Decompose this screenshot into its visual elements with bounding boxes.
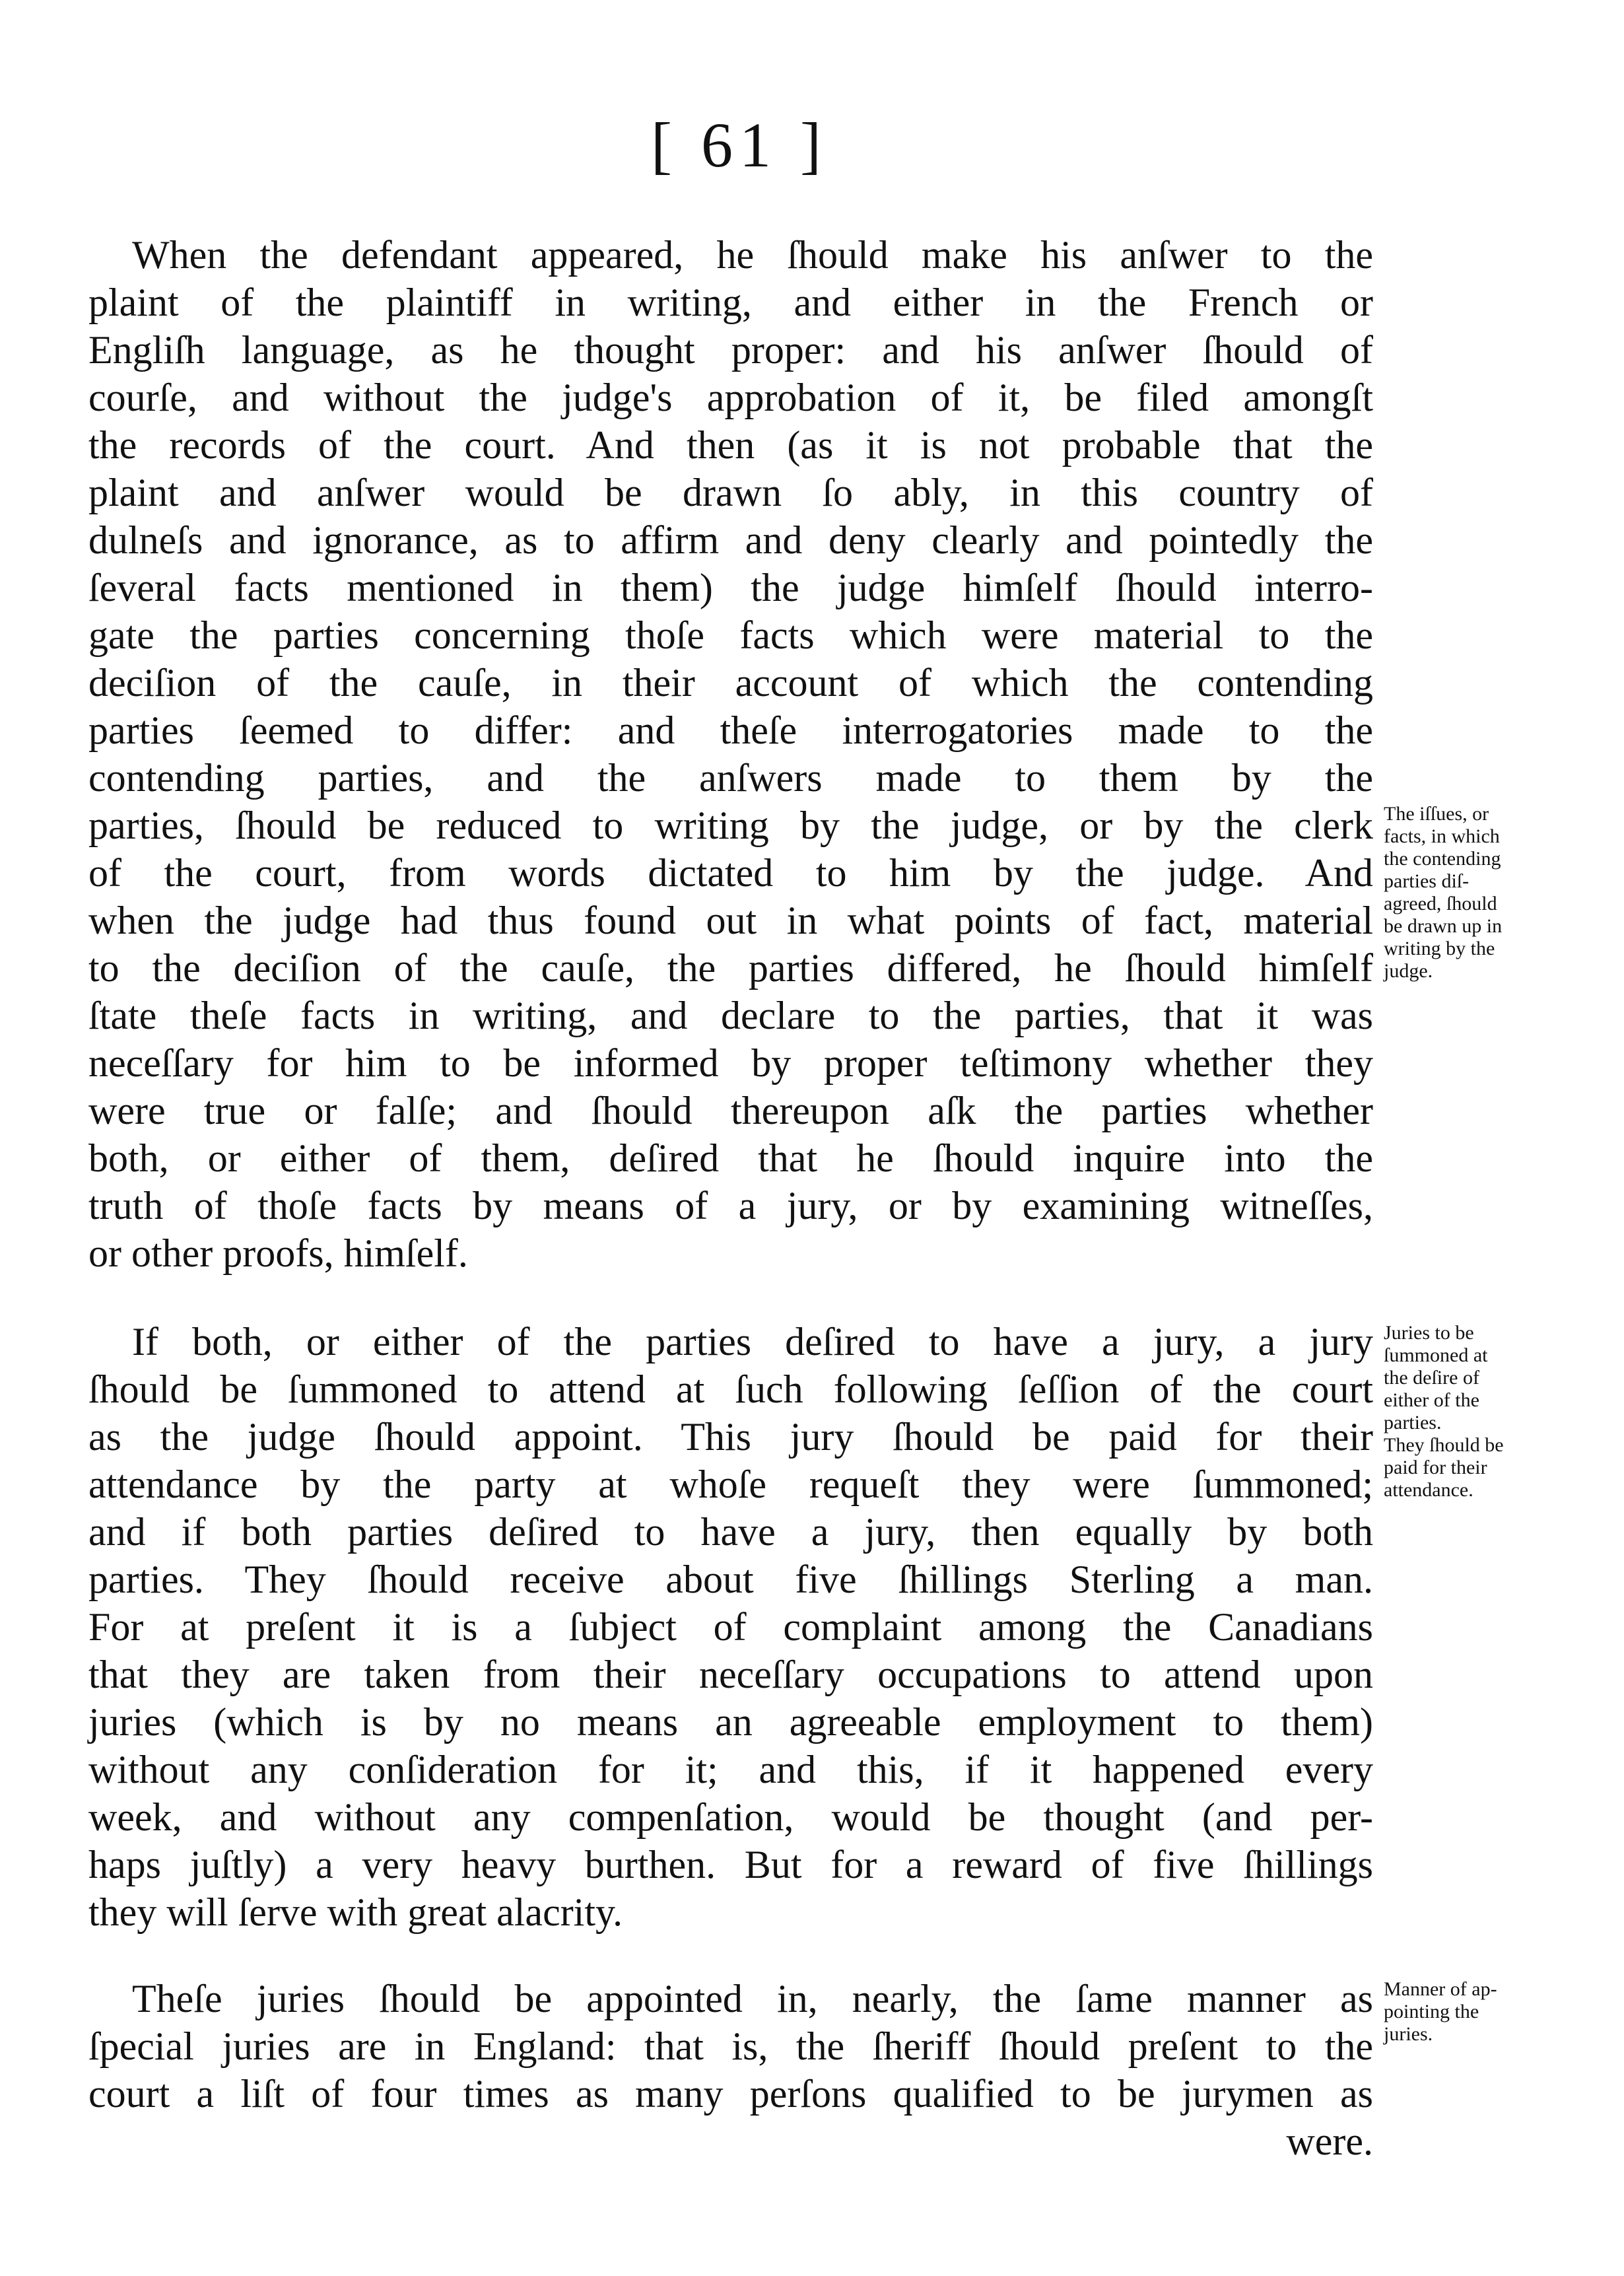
text-line: the records of the court. And then (as it is not probable that the (88, 423, 1373, 467)
text-line: Theſe juries ſhould be appointed in, nearly, the ſame manner as (132, 1977, 1373, 2020)
text-line: If both, or either of the parties deſired to have a jury, a jury (132, 1320, 1373, 1363)
margin-note-line: the deſire of (1384, 1367, 1479, 1389)
page-number: [ 61 ] (651, 110, 828, 180)
text-line: parties. They ſhould receive about five ſhillings Sterling a man. (88, 1558, 1373, 1601)
text-line: as the judge ſhould appoint. This jury ſhould be paid for their (88, 1415, 1373, 1459)
margin-note-line: Manner of ap- (1384, 1978, 1497, 2000)
text-line: both, or either of them, deſired that he ſhould inquire into the (88, 1136, 1373, 1180)
text-line: when the judge had thus found out in what points of fact, material (88, 899, 1373, 942)
margin-note-line: writing by the (1384, 938, 1495, 959)
paragraph-juries (88, 1318, 1373, 1936)
text-line: juries (which is by no means an agreeable employment to them) (88, 1700, 1373, 1744)
margin-note-line: judge. (1384, 960, 1433, 982)
text-line: parties ſeemed to differ: and theſe interrogatories made to the (88, 708, 1373, 752)
text-line: contending parties, and the anſwers made to them by the (88, 756, 1373, 800)
margin-note-line: parties. (1384, 1412, 1442, 1433)
margin-note-line: Juries to be (1384, 1322, 1474, 1344)
margin-note-line: attendance. (1384, 1479, 1473, 1501)
catchword: were. (1286, 2120, 1373, 2163)
text-line: ſeveral facts mentioned in them) the judge himſelf ſhould interro- (88, 566, 1373, 609)
margin-note-line: be drawn up in (1384, 915, 1503, 937)
text-line: gate the parties concerning thoſe facts which were material to the (88, 613, 1373, 657)
margin-note-line: paid for their (1384, 1457, 1487, 1478)
text-line: or other proofs, himſelf. (88, 1231, 468, 1275)
margin-note-line: either of the (1384, 1389, 1479, 1411)
text-line: For at preſent it is a ſubject of complaint among the Canadians (88, 1605, 1373, 1649)
text-line: of the court, from words dictated to him by the judge. And (88, 851, 1373, 895)
margin-note-line: parties diſ- (1384, 870, 1470, 892)
text-line: week, and without any compenſation, would be thought (and per- (88, 1795, 1373, 1839)
margin-note-juries-summoned (1384, 1322, 1582, 1501)
margin-note-line: agreed, ſhould (1384, 893, 1497, 914)
text-line: that they are taken from their neceſſary occupations to attend upon (88, 1653, 1373, 1696)
text-line: Engliſh language, as he thought proper: and his anſwer ſhould of (88, 328, 1373, 372)
margin-note-manner-appointing (1384, 1978, 1582, 2046)
margin-note-line: The iſſues, or (1384, 803, 1489, 825)
paragraph-jury-appointment (88, 1975, 1373, 2165)
text-line: truth of thoſe facts by means of a jury, or by examining witneſſes, (88, 1184, 1373, 1227)
margin-note-line: ſummoned at (1384, 1344, 1488, 1366)
margin-note-line: the contending (1384, 848, 1501, 870)
margin-note-line: facts, in which (1384, 825, 1500, 847)
text-line: parties, ſhould be reduced to writing by the judge, or by the clerk (88, 804, 1373, 847)
text-line: neceſſary for him to be informed by proper teſtimony whether they (88, 1041, 1373, 1085)
text-line: ſhould be ſummoned to attend at ſuch following ſeſſion of the court (88, 1367, 1373, 1411)
text-line: they will ſerve with great alacrity. (88, 1890, 623, 1934)
text-line: ſpecial juries are in England: that is, the ſheriff ſhould preſent to the (88, 2024, 1373, 2068)
text-line: without any conſideration for it; and this, if it happened every (88, 1748, 1373, 1791)
margin-note-line: They ſhould be (1384, 1434, 1504, 1456)
text-line: ſtate theſe facts in writing, and declare to the parties, that it was (88, 994, 1373, 1037)
text-line: When the defendant appeared, he ſhould make his anſwer to the (132, 233, 1373, 277)
text-line: were true or falſe; and ſhould thereupon aſk the parties whether (88, 1089, 1373, 1132)
text-line: attendance by the party at whoſe requeſt they were ſummoned; (88, 1463, 1373, 1506)
text-line: to the deciſion of the cauſe, the parties differed, he ſhould himſelf (88, 946, 1373, 990)
text-line: court a liſt of four times as many perſons qualified to be jurymen as (88, 2072, 1373, 2116)
text-line: courſe, and without the judge's approbation of it, be filed amongſt (88, 376, 1373, 419)
text-line: haps juſtly) a very heavy burthen. But for a reward of five ſhillings (88, 1843, 1373, 1886)
paragraph-defendant-answer (88, 231, 1373, 1277)
margin-note-issues (1384, 803, 1582, 983)
text-line: and if both parties deſired to have a jury, then equally by both (88, 1510, 1373, 1554)
margin-note-line: juries. (1384, 2023, 1433, 2045)
text-line: plaint and anſwer would be drawn ſo ably, in this country of (88, 471, 1373, 514)
text-line: plaint of the plaintiff in writing, and either in the French or (88, 281, 1373, 324)
text-line: dulneſs and ignorance, as to affirm and deny clearly and pointedly the (88, 518, 1373, 562)
margin-note-line: pointing the (1384, 2001, 1479, 2022)
text-line: deciſion of the cauſe, in their account of which the contending (88, 661, 1373, 705)
